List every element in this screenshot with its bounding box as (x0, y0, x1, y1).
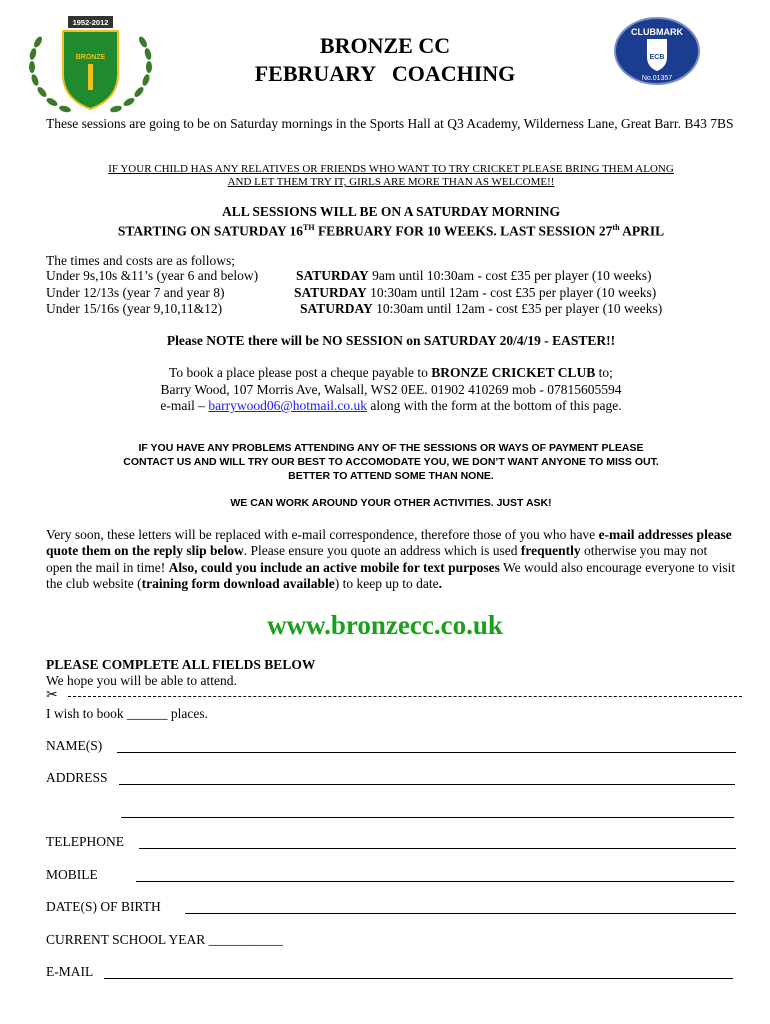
booking-text: To book a place please post a cheque payable to (169, 365, 432, 380)
places-blank[interactable]: ______ (127, 706, 168, 721)
session-detail: 9am until 10:30am - cost £35 per player (10 weeks) (368, 268, 652, 283)
sessions-sup-th: TH (303, 223, 315, 232)
booking-form-text: along with the form at the bottom of this page. (367, 398, 622, 413)
email-field-label: E-MAIL (46, 964, 94, 979)
letters-bold: e-mail addresses please quote them on the reply slip below (46, 527, 732, 559)
club-name: BRONZE CRICKET CLUB (431, 365, 596, 380)
booking-text-end: to; (595, 365, 613, 380)
session-time (300, 301, 662, 317)
sessions-line-2 (46, 220, 736, 240)
booking-address: Barry Wood, 107 Morris Ave, Walsall, WS2 0EE. 01902 410269 mob - 07815605594 (160, 381, 622, 397)
notice-line-2: AND LET THEM TRY IT, GIRLS ARE MORE THAN AS WELCOME!! (227, 176, 555, 188)
letters-bold: frequently (520, 543, 581, 559)
sessions-sup-th-2: th (612, 223, 620, 232)
session-time (296, 268, 651, 284)
letters-text: . Please ensure you quote an address which is used (243, 543, 521, 559)
age-group: Under 15/16s (year 9,10,11&12) (46, 301, 223, 316)
logo-year-text: 1952-2012 (72, 18, 109, 27)
notice-line-1: IF YOUR CHILD HAS ANY RELATIVES OR FRIENDS WHO WANT TO TRY CRICKET PLEASE BRING THEM ALONG (108, 163, 674, 175)
telephone-input-line[interactable] (139, 848, 736, 849)
email-link[interactable]: barrywood06@hotmail.co.uk (208, 398, 368, 413)
mobile-label: MOBILE (46, 867, 98, 882)
booking-line-3 (46, 398, 736, 415)
sessions-heading (46, 204, 736, 240)
mobile-input-line[interactable] (136, 881, 734, 882)
logo-name-text: BRONZE (75, 54, 106, 61)
times-row (46, 301, 736, 317)
sessions-line-1: ALL SESSIONS WILL BE ON A SATURDAY MORNING (222, 204, 560, 219)
school-year-field (46, 932, 283, 948)
letters-text: ) to keep up to date (334, 575, 439, 591)
telephone-label: TELEPHONE (46, 834, 124, 849)
sessions-mid-text: FEBRUARY FOR 10 WEEKS. LAST SESSION 27 (314, 223, 613, 239)
school-year-label: CURRENT SCHOOL YEAR (46, 932, 206, 947)
website-link[interactable]: www.bronzecc.co.uk (267, 610, 503, 640)
page-title (0, 32, 770, 88)
email-correspondence-paragraph (46, 527, 736, 592)
booking-info (46, 365, 736, 415)
times-heading: The times and costs are as follows; (46, 253, 235, 268)
places-label: places. (167, 706, 208, 721)
booking-line-1 (46, 365, 736, 382)
intro-paragraph: These sessions are going to be on Saturday mornings in the Sports Hall at Q3 Academy, Wilderness Lane, Great Barr. B43 7BS (46, 116, 734, 131)
email-label: e-mail – (160, 398, 209, 413)
letters-bold: . (438, 575, 442, 591)
problems-line-3: BETTER TO ATTEND SOME THAN NONE. (288, 470, 494, 482)
form-hope-text: We hope you will be able to attend. (46, 673, 237, 688)
activities-notice: WE CAN WORK AROUND YOUR OTHER ACTIVITIES. JUST ASK! (230, 497, 552, 509)
title-line-1: BRONZE CC (319, 33, 451, 58)
letters-text: We would also encourage everyone to visit the club website ( (46, 559, 736, 591)
address-input-line[interactable] (119, 784, 735, 785)
session-day: SATURDAY (300, 301, 373, 316)
address-label: ADDRESS (46, 770, 108, 785)
session-day: SATURDAY (296, 268, 369, 283)
session-detail: 10:30am until 12am - cost £35 per player (10 weeks) (366, 285, 657, 300)
dashed-divider (68, 696, 742, 697)
letters-text: otherwise you may not open the mail in time! (46, 543, 708, 575)
relatives-notice (46, 163, 736, 189)
book-places-field (46, 706, 208, 722)
age-group: Under 12/13s (year 7 and year 8) (46, 285, 225, 300)
session-detail: 10:30am until 12am - cost £35 per player (10 weeks) (372, 301, 663, 316)
school-year-blank[interactable]: ___________ (208, 932, 283, 947)
times-row (46, 285, 736, 301)
sessions-start-text: STARTING ON SATURDAY 16 (117, 223, 303, 239)
ecb-text: ECB (649, 54, 665, 61)
times-row (46, 268, 736, 284)
dob-input-line[interactable] (185, 913, 736, 914)
problems-line-2: CONTACT US AND WILL TRY OUR BEST TO ACCOMODATE YOU, WE DON’T WANT ANYONE TO MISS OUT. (123, 456, 659, 468)
session-day: SATURDAY (294, 285, 367, 300)
form-heading: PLEASE COMPLETE ALL FIELDS BELOW (46, 657, 316, 672)
easter-note: Please NOTE there will be NO SESSION on SATURDAY 20/4/19 - EASTER!! (166, 333, 616, 348)
problems-line-1: IF YOU HAVE ANY PROBLEMS ATTENDING ANY OF THE SESSIONS OR WAYS OF PAYMENT PLEASE (138, 442, 644, 454)
letters-text: Very soon, these letters will be replaced with e-mail correspondence, therefore those of you who have (46, 527, 599, 542)
letters-bold: training form download available (141, 575, 335, 591)
problems-notice (46, 441, 736, 483)
session-time (294, 285, 656, 301)
title-line-2: FEBRUARY COACHING (254, 61, 516, 86)
letters-bold: Also, could you include an active mobile for text purposes (168, 559, 500, 575)
address-input-line-2[interactable] (121, 817, 734, 818)
scissors-icon: ✂ (46, 687, 58, 703)
sessions-end-text: APRIL (619, 223, 665, 239)
dob-label: DATE(S) OF BIRTH (46, 899, 161, 914)
clubmark-text: CLUBMARK (631, 27, 683, 37)
names-label: NAME(S) (46, 738, 103, 753)
clubmark-number-text: No.01357 (641, 75, 673, 82)
book-label: I wish to book (46, 706, 127, 721)
cut-line (46, 688, 742, 704)
names-input-line[interactable] (117, 752, 736, 753)
age-group: Under 9s,10s &11’s (year 6 and below) (46, 268, 259, 283)
email-input-line[interactable] (104, 978, 733, 979)
